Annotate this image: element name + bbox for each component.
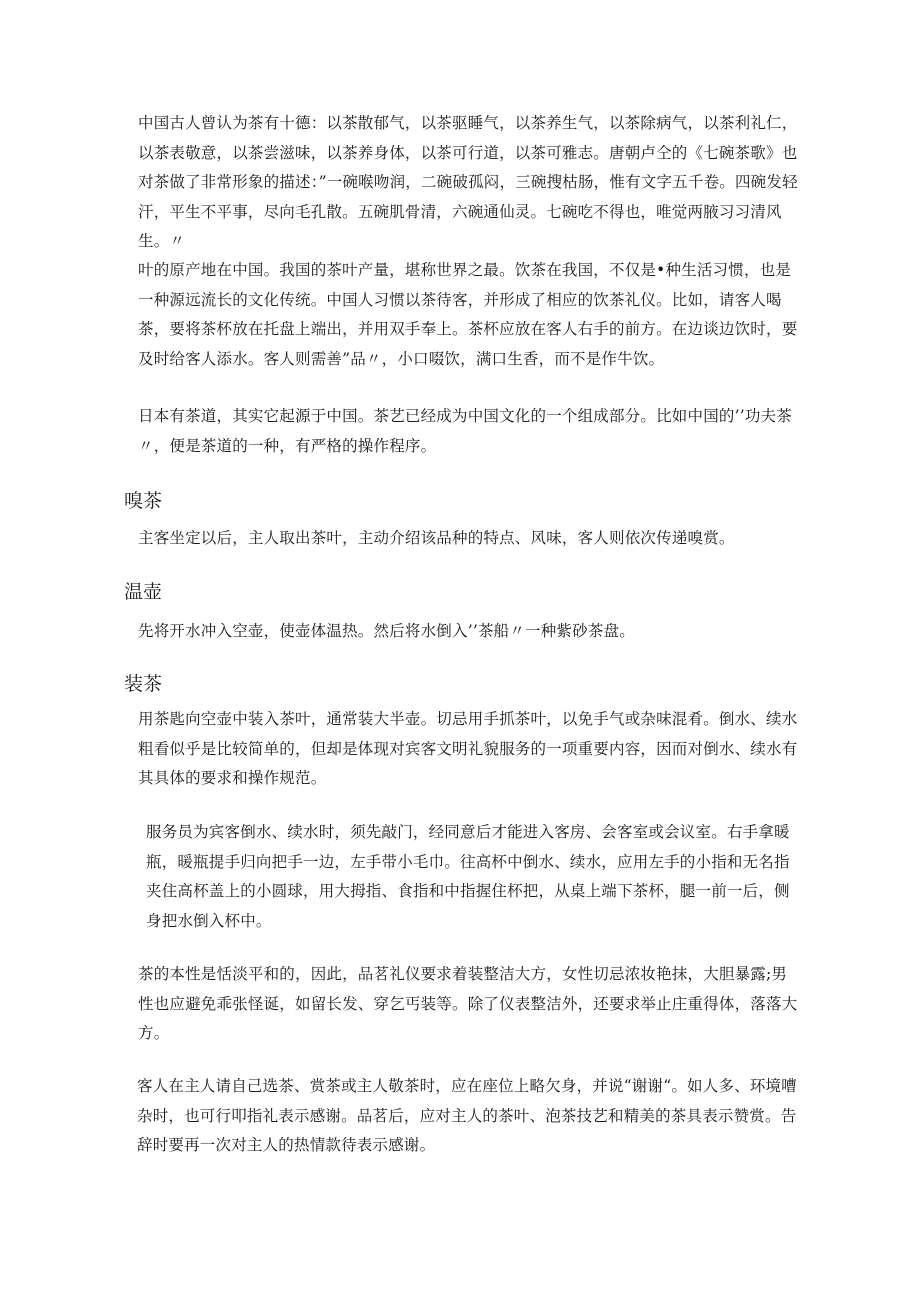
heading-smell-tea: 嗅茶: [124, 490, 163, 512]
paragraph-smell-tea: 主客坐定以后，主人取出茶叶，主动介绍该品种的特点、风味，客人则依次传递嗅赏。: [138, 529, 735, 547]
paragraph-tea-ten-virtues: 中国古人曾认为茶有十德：以茶散郁气，以茶驱睡气，以茶养生气，以茶除病气，以茶利礼仁，以茶表敬意，以茶尝滋味，以茶养身体，以茶可行道，以茶可雅志。唐朝卢仝的《七碗茶歌》也对茶做了非常形象的描述：”一碗喉吻润，二碗破孤闷，三碗搜枯肠，惟有文字五千卷。四碗发轻汗，平生不平事，尽向毛孔散。五碗肌骨清，六碗通仙灵。七碗吃不得也，唯觉两腋习习清风生。〃: [138, 114, 798, 250]
paragraph-warm-pot: 先将开水冲入空壶，使壶体温热。然后将水倒入’’茶船〃一种紫砂茶盘。: [138, 622, 635, 640]
paragraph-tea-origin: 叶的原产地在中国。我国的茶叶产量，堪称世界之最。饮茶在我国，不仅是•种生活习惯，也是一种源远流长的文化传统。中国人习惯以茶待客，并形成了相应的饮茶礼仪。比如，请客人喝茶，要将茶杯放在托盘上端出，并用双手奉上。茶杯应放在客人右手的前方。在边谈边饮时，要及时给客人添水。客人则需善”品〃，小口啜饮，满口生香，而不是作牛饮。: [138, 261, 798, 368]
paragraph-load-tea: 用茶匙向空壶中装入茶叶，通常装大半壶。切忌用手抓茶叶，以免手气或杂味混肴。倒水、续水粗看似乎是比较简单的，但却是体现对宾客文明礼貌服务的一项重要内容，因而对倒水、续水有其具体的要求和操作规范。: [138, 710, 798, 787]
paragraph-service-pouring: 服务员为宾客倒水、续水时，须先敲门，经同意后才能进入客房、会客室或会议室。右手拿暖瓶，暖瓶提手归向把手一边，左手带小毛巾。往高杯中倒水、续水，应用左手的小指和无名指夹住高杯盖上的小圆球，用大拇指、食指和中指握住杯把，从桌上端下茶杯，腿一前一后，侧身把水倒入杯中。: [146, 823, 790, 930]
heading-warm-pot: 温壶: [124, 581, 163, 603]
paragraph-tea-ceremony: 日本有茶道，其实它起源于中国。茶艺已经成为中国文化的一个组成部分。比如中国的’’功夫茶〃，便是茶道的一种，有严格的操作程序。: [138, 407, 792, 455]
heading-load-tea: 装茶: [124, 673, 163, 695]
paragraph-tea-attire: 茶的本性是恬淡平和的，因此，品茗礼仪要求着装整洁大方，女性切忌浓妆艳抹，大胆暴露;男性也应避免乖张怪诞，如留长发、穿乞丐装等。除了仪表整洁外，还要求举止庄重得体，落落大方。: [138, 965, 798, 1042]
paragraph-guest-etiquette: 客人在主人请自己选茶、赏茶或主人敬茶时，应在座位上略欠身，并说“谢谢“。如人多、环境嘈杂时，也可行叩指礼表示感谢。品茗后，应对主人的茶叶、泡茶技艺和精美的茶具表示赞赏。告辞时要再一次对主人的热情款待表示感谢。: [137, 1077, 797, 1154]
